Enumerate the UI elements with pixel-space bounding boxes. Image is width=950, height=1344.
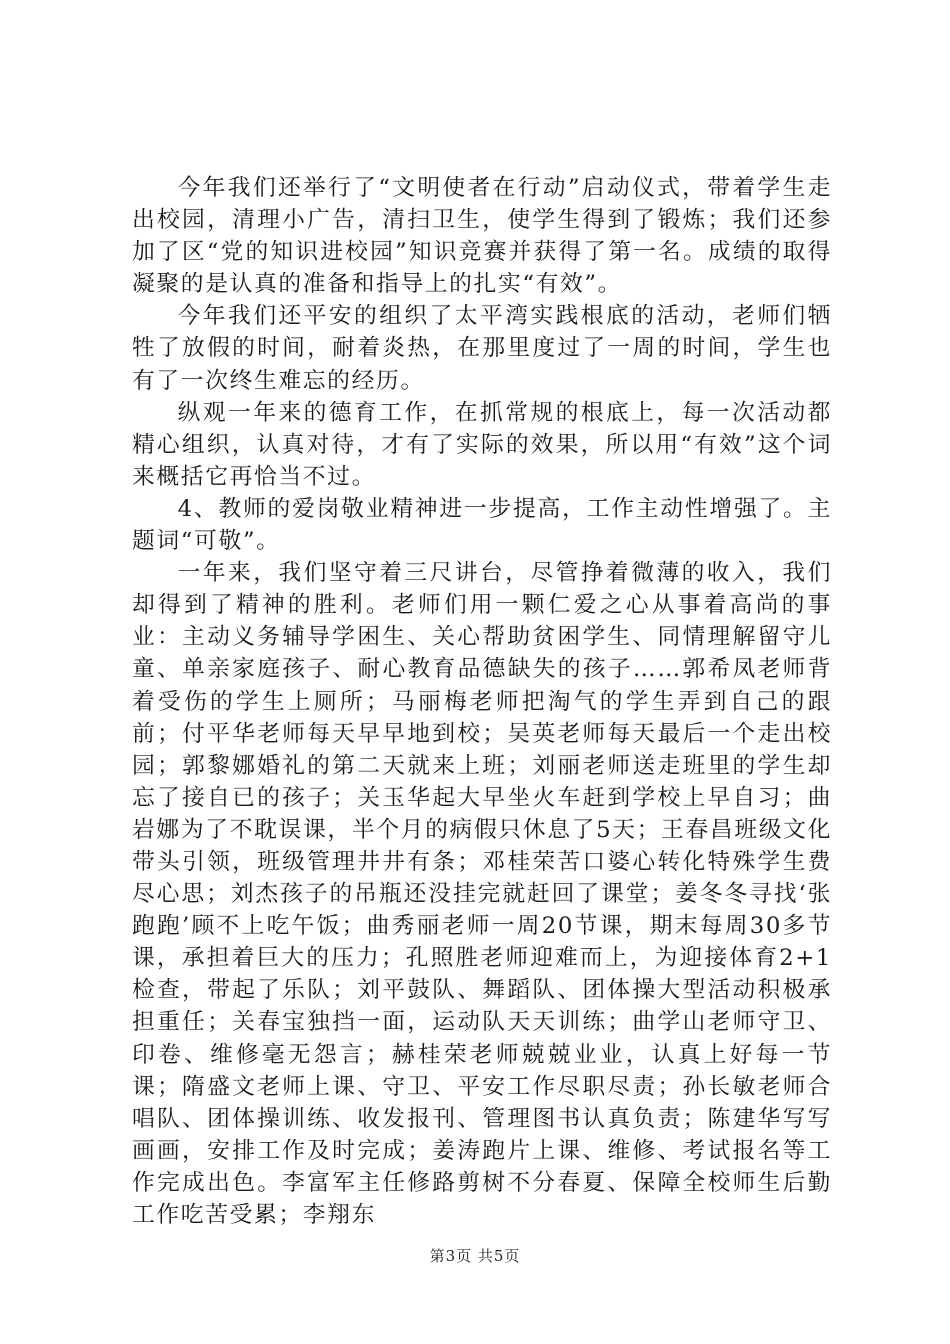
paragraph-taipingwan-practice: 今年我们还平安的组织了太平湾实践根底的活动，老师们牺牲了放假的时间，耐着炎热，在那里度过了一周的时间，学生也有了一次终生难忘的经历。 [132, 303, 832, 394]
paragraph-moral-education-summary: 纵观一年来的德育工作，在抓常规的根底上，每一次活动都精心组织，认真对待，才有了实际的效果，所以用“有效”这个词来概括它再恰当不过。 [132, 399, 832, 490]
paragraph-teacher-examples: 一年来，我们坚守着三尺讲台，尽管挣着微薄的收入，我们却得到了精神的胜利。老师们用一颗仁爱之心从事着高尚的事业：主动义务辅导学困生、关心帮助贫困学生、同情理解留守儿童、单亲家庭孩子、耐心教育品德缺失的孩子……郭希凤老师背着受伤的学生上厕所；马丽梅老师把淘气的学生弄到自己的跟前；付平华老师每天早早地到校；吴英老师每天最后一个走出校园；郭黎娜婚礼的第二天就来上班；刘丽老师送走班里的学生却忘了接自已的孩子；关玉华起大早坐火车赶到学校上早自习；曲岩娜为了不耽误课，半个月的病假只休息了5天；王春昌班级文化带头引领，班级管理井井有条；邓桂荣苦口婆心转化特殊学生费尽心思；刘杰孩子的吊瓶还没挂完就赶回了课堂；姜冬冬寻找‘张跑跑’顾不上吃午饭；曲秀丽老师一周20节课，期末每周30多节课，承担着巨大的压力；孔照胜老师迎难而上，为迎接体育2+1检查，带起了乐队；刘平鼓队、舞蹈队、团体操大型活动积极承担重任；关春宝独挡一面，运动队天天训练；曲学山老师守卫、印卷、维修毫无怨言；赫桂荣老师兢兢业业，认真上好每一节课；隋盛文老师上课、守卫、平安工作尽职尽责；孙长敏老师合唱队、团体操训练、收发报刊、管理图书认真负责；陈建华写写画画，安排工作及时完成；姜涛跑片上课、维修、考试报名等工作完成出色。李富军主任修路剪树不分春夏、保障全校师生后勤工作吃苦受累；李翔东 [132, 560, 832, 1228]
paragraph-teacher-dedication-heading: 4、教师的爱岗敬业精神进一步提高，工作主动性增强了。主题词“可敬”。 [132, 495, 832, 555]
page-number-footer: 第3页 共5页 [429, 1247, 521, 1265]
paragraph-civilization-activity: 今年我们还举行了“文明使者在行动”启动仪式，带着学生走出校园，清理小广告，清扫卫生，使学生得到了锻炼；我们还参加了区“党的知识进校园”知识竞赛并获得了第一名。成绩的取得凝聚的是认真的准备和指导上的扎实“有效”。 [132, 175, 832, 298]
document-body [132, 172, 832, 1231]
